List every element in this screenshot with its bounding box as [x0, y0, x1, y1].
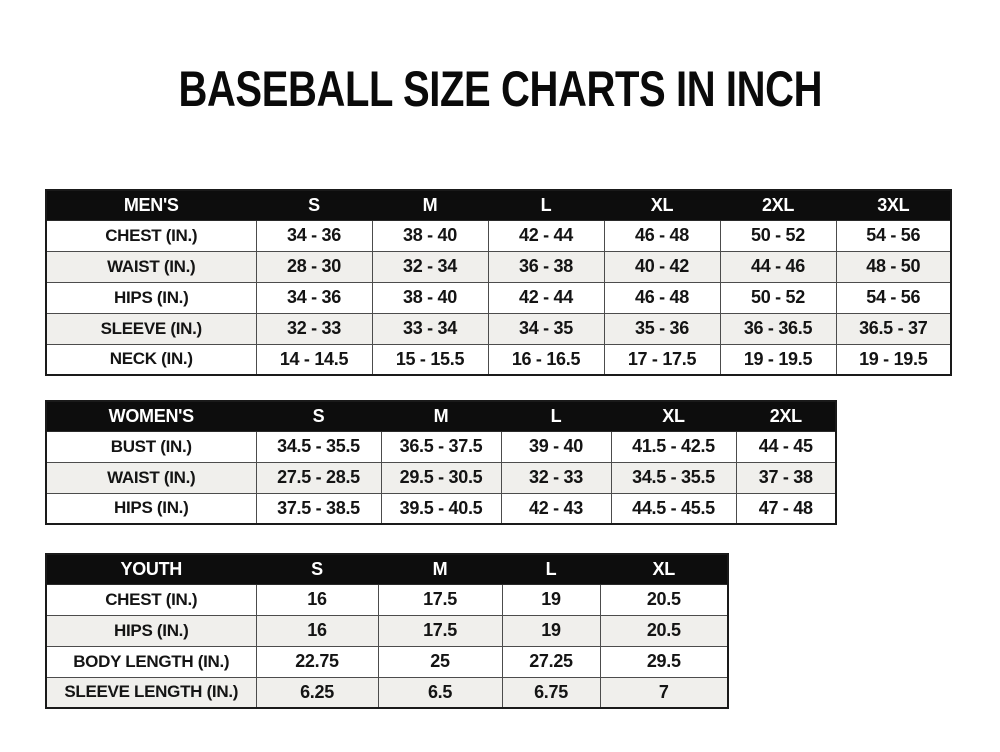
size-value-cell: 36.5 - 37.5 [381, 431, 501, 462]
size-value-cell: 7 [600, 677, 728, 708]
size-value-cell: 14 - 14.5 [256, 344, 372, 375]
measurement-row [46, 344, 951, 375]
size-column-header: 2XL [736, 401, 836, 431]
size-value-cell: 47 - 48 [736, 493, 836, 524]
measurement-row [46, 646, 728, 677]
size-value-cell: 27.25 [502, 646, 600, 677]
size-value-cell: 29.5 - 30.5 [381, 462, 501, 493]
size-value-cell: 17.5 [378, 615, 502, 646]
measurement-row [46, 220, 951, 251]
youth-table-title: YOUTH [46, 554, 256, 584]
size-value-cell: 19 [502, 615, 600, 646]
size-column-header: M [381, 401, 501, 431]
size-value-cell: 50 - 52 [720, 220, 836, 251]
size-value-cell: 32 - 33 [256, 313, 372, 344]
size-value-cell: 37.5 - 38.5 [256, 493, 381, 524]
size-value-cell: 44 - 46 [720, 251, 836, 282]
page-title-text: BASEBALL SIZE CHARTS IN INCH [178, 61, 822, 117]
size-value-cell: 34 - 36 [256, 220, 372, 251]
measurement-row [46, 677, 728, 708]
size-value-cell: 54 - 56 [836, 282, 951, 313]
measurement-label: SLEEVE (IN.) [46, 313, 256, 344]
size-value-cell: 19 - 19.5 [836, 344, 951, 375]
size-column-header: S [256, 401, 381, 431]
size-value-cell: 35 - 36 [604, 313, 720, 344]
size-value-cell: 40 - 42 [604, 251, 720, 282]
size-value-cell: 46 - 48 [604, 282, 720, 313]
measurement-label: HIPS (IN.) [46, 282, 256, 313]
size-column-header: L [488, 190, 604, 220]
womens-table-title: WOMEN'S [46, 401, 256, 431]
size-value-cell: 16 [256, 584, 378, 615]
measurement-label: WAIST (IN.) [46, 462, 256, 493]
measurement-label: HIPS (IN.) [46, 493, 256, 524]
measurement-row [46, 313, 951, 344]
size-column-header: XL [604, 190, 720, 220]
size-column-header: 2XL [720, 190, 836, 220]
size-value-cell: 28 - 30 [256, 251, 372, 282]
size-value-cell: 20.5 [600, 584, 728, 615]
womens-header-row [46, 401, 836, 431]
youth-size-table [45, 553, 729, 709]
size-value-cell: 17.5 [378, 584, 502, 615]
measurement-row [46, 462, 836, 493]
measurement-label: NECK (IN.) [46, 344, 256, 375]
size-value-cell: 39.5 - 40.5 [381, 493, 501, 524]
size-value-cell: 27.5 - 28.5 [256, 462, 381, 493]
size-value-cell: 42 - 44 [488, 282, 604, 313]
size-value-cell: 6.5 [378, 677, 502, 708]
size-column-header: L [501, 401, 611, 431]
size-column-header: XL [611, 401, 736, 431]
size-column-header: L [502, 554, 600, 584]
size-value-cell: 36 - 36.5 [720, 313, 836, 344]
size-value-cell: 34.5 - 35.5 [256, 431, 381, 462]
size-value-cell: 42 - 43 [501, 493, 611, 524]
size-value-cell: 6.75 [502, 677, 600, 708]
size-value-cell: 48 - 50 [836, 251, 951, 282]
size-value-cell: 17 - 17.5 [604, 344, 720, 375]
measurement-label: CHEST (IN.) [46, 220, 256, 251]
size-value-cell: 22.75 [256, 646, 378, 677]
size-column-header: 3XL [836, 190, 951, 220]
size-value-cell: 44.5 - 45.5 [611, 493, 736, 524]
mens-size-table [45, 189, 952, 376]
size-value-cell: 36.5 - 37 [836, 313, 951, 344]
size-value-cell: 46 - 48 [604, 220, 720, 251]
size-value-cell: 34 - 36 [256, 282, 372, 313]
measurement-row [46, 431, 836, 462]
measurement-row [46, 282, 951, 313]
size-value-cell: 41.5 - 42.5 [611, 431, 736, 462]
measurement-row [46, 493, 836, 524]
size-value-cell: 42 - 44 [488, 220, 604, 251]
measurement-row [46, 584, 728, 615]
size-value-cell: 15 - 15.5 [372, 344, 488, 375]
measurement-row [46, 615, 728, 646]
size-column-header: M [378, 554, 502, 584]
size-value-cell: 39 - 40 [501, 431, 611, 462]
measurement-label: BODY LENGTH (IN.) [46, 646, 256, 677]
measurement-label: HIPS (IN.) [46, 615, 256, 646]
size-value-cell: 29.5 [600, 646, 728, 677]
size-value-cell: 36 - 38 [488, 251, 604, 282]
womens-size-table [45, 400, 837, 525]
measurement-label: BUST (IN.) [46, 431, 256, 462]
size-value-cell: 37 - 38 [736, 462, 836, 493]
size-value-cell: 54 - 56 [836, 220, 951, 251]
size-value-cell: 16 [256, 615, 378, 646]
measurement-row [46, 251, 951, 282]
size-value-cell: 16 - 16.5 [488, 344, 604, 375]
size-value-cell: 6.25 [256, 677, 378, 708]
size-value-cell: 33 - 34 [372, 313, 488, 344]
size-value-cell: 38 - 40 [372, 282, 488, 313]
size-value-cell: 20.5 [600, 615, 728, 646]
size-value-cell: 38 - 40 [372, 220, 488, 251]
measurement-label: CHEST (IN.) [46, 584, 256, 615]
size-column-header: M [372, 190, 488, 220]
size-column-header: S [256, 190, 372, 220]
youth-header-row [46, 554, 728, 584]
size-value-cell: 19 [502, 584, 600, 615]
measurement-label: SLEEVE LENGTH (IN.) [46, 677, 256, 708]
size-value-cell: 34 - 35 [488, 313, 604, 344]
size-column-header: XL [600, 554, 728, 584]
page-title [0, 62, 1000, 117]
size-value-cell: 32 - 33 [501, 462, 611, 493]
measurement-label: WAIST (IN.) [46, 251, 256, 282]
size-value-cell: 34.5 - 35.5 [611, 462, 736, 493]
size-value-cell: 32 - 34 [372, 251, 488, 282]
mens-header-row [46, 190, 951, 220]
size-value-cell: 19 - 19.5 [720, 344, 836, 375]
size-value-cell: 44 - 45 [736, 431, 836, 462]
mens-table-title: MEN'S [46, 190, 256, 220]
size-value-cell: 50 - 52 [720, 282, 836, 313]
size-value-cell: 25 [378, 646, 502, 677]
size-column-header: S [256, 554, 378, 584]
